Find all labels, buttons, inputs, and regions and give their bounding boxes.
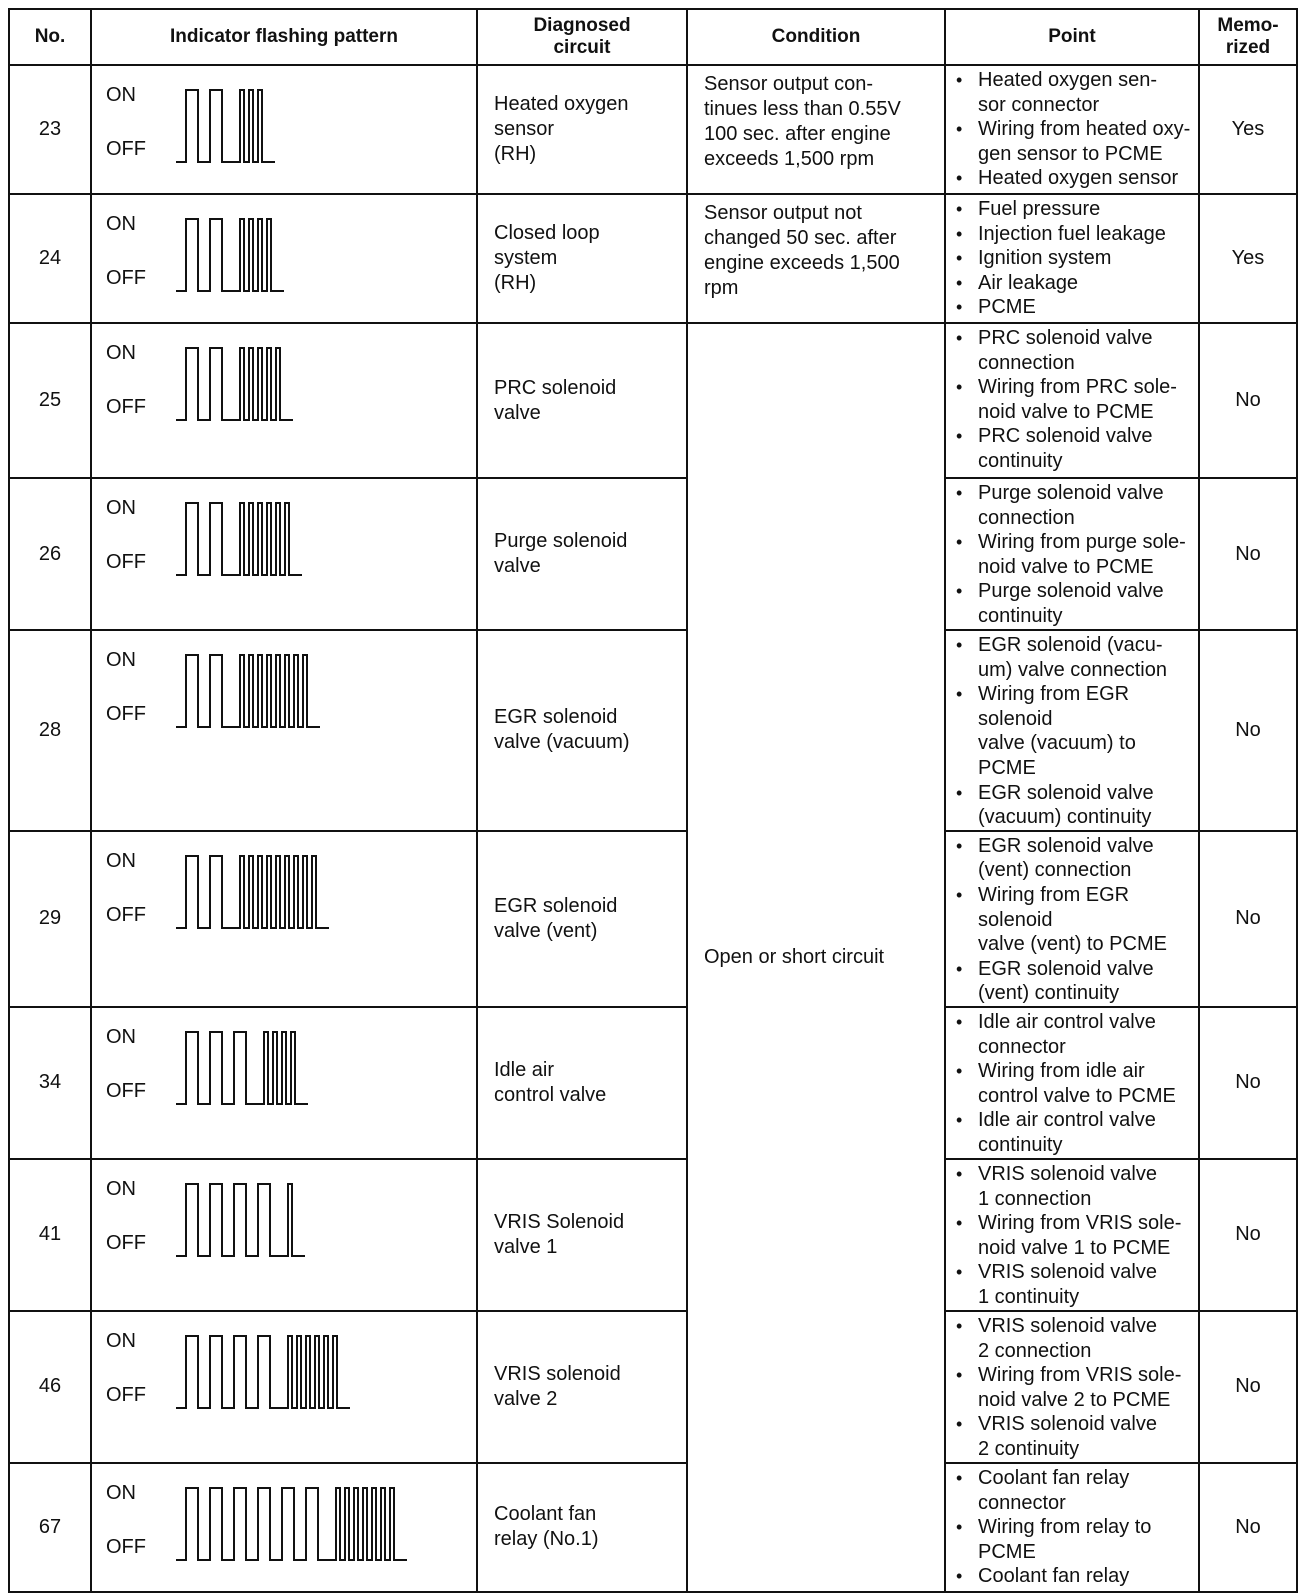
point-line: continuity	[978, 449, 1063, 472]
circuit-line: EGR solenoid	[494, 706, 618, 729]
point-line: EGR solenoid valve	[978, 834, 1154, 857]
code-number: 24	[9, 194, 91, 323]
off-label: OFF	[106, 396, 146, 418]
table-row	[9, 1463, 1297, 1592]
condition-line: Sensor output not	[704, 202, 862, 224]
point-line: VRIS solenoid valve	[978, 1162, 1157, 1185]
flashing-pattern-wave	[92, 1312, 478, 1441]
point-item	[946, 1363, 1194, 1412]
condition-line: rpm	[704, 277, 739, 299]
point-list	[946, 479, 1194, 629]
memorized-value: No	[1199, 1159, 1297, 1311]
circuit-line: valve 2	[494, 1387, 558, 1410]
point-line: Wiring from VRIS sole-	[978, 1364, 1182, 1387]
diagnosed-circuit	[477, 630, 687, 831]
point-line: valve (vacuum) to PCME	[978, 732, 1136, 779]
table-row	[9, 630, 1297, 831]
condition	[687, 65, 945, 194]
flashing-pattern-wave	[92, 66, 478, 195]
code-number: 25	[9, 323, 91, 478]
diagnosed-circuit	[477, 194, 687, 323]
circuit-line: PRC solenoid	[494, 376, 617, 399]
point-item	[946, 1314, 1194, 1363]
point-item	[946, 1260, 1194, 1309]
condition	[687, 194, 945, 323]
memorized-value: No	[1199, 1463, 1297, 1592]
point-item	[946, 1162, 1194, 1211]
circuit-line: relay (No.1)	[494, 1528, 599, 1551]
point-item	[946, 1059, 1194, 1108]
point-line: (vacuum) continuity	[978, 806, 1152, 829]
point-line: connector	[978, 1035, 1066, 1058]
flashing-pattern	[91, 1463, 477, 1592]
pulse-waveform	[176, 856, 329, 928]
circuit-line: Closed loop	[494, 222, 600, 244]
memorized-value: No	[1199, 323, 1297, 478]
pulse-waveform	[176, 219, 284, 291]
off-label: OFF	[106, 551, 146, 573]
circuit-line: valve (vacuum)	[494, 731, 630, 754]
check-points	[945, 65, 1199, 194]
point-line: um) valve connection	[978, 658, 1167, 681]
flashing-pattern-wave	[92, 324, 478, 453]
header-row	[9, 9, 1297, 65]
point-line: connection	[978, 351, 1075, 374]
point-line: 2 continuity	[978, 1437, 1080, 1460]
off-label: OFF	[106, 267, 146, 289]
on-label: ON	[106, 213, 136, 235]
pulse-waveform	[176, 90, 275, 162]
on-label: ON	[106, 1025, 136, 1048]
flashing-pattern	[91, 478, 477, 630]
memorized-value: No	[1199, 1007, 1297, 1159]
flashing-pattern-wave	[92, 631, 478, 760]
on-label: ON	[106, 649, 136, 671]
point-list	[946, 1160, 1194, 1310]
point-item	[946, 781, 1194, 830]
condition-line: Sensor output con-	[704, 73, 873, 95]
point-list	[946, 324, 1194, 474]
circuit-line: system	[494, 247, 558, 269]
off-label: OFF	[106, 138, 146, 160]
code-number: 28	[9, 630, 91, 831]
circuit-line: VRIS Solenoid	[494, 1210, 625, 1233]
circuit-line: (RH)	[494, 143, 537, 165]
point-line: Injection fuel leakage	[978, 222, 1166, 245]
code-number: 67	[9, 1463, 91, 1592]
point-line: Purge solenoid valve	[978, 482, 1164, 504]
check-points	[945, 194, 1199, 323]
pulse-waveform	[176, 1032, 308, 1104]
point-line: VRIS solenoid valve	[978, 1261, 1157, 1284]
flashing-pattern-wave	[92, 1464, 478, 1593]
header-memorized: Memo- rized	[1199, 9, 1297, 65]
point-item	[946, 295, 1194, 320]
point-item	[946, 1412, 1194, 1461]
condition-line: tinues less than 0.55V	[704, 98, 901, 120]
point-item	[946, 883, 1194, 957]
point-item	[946, 834, 1194, 883]
point-list	[946, 1312, 1194, 1462]
circuit-line: EGR solenoid	[494, 894, 618, 917]
point-item	[946, 166, 1194, 191]
header-pattern: Indicator flashing pattern	[91, 9, 477, 65]
pulse-waveform	[176, 348, 293, 420]
memorized-value: Yes	[1199, 194, 1297, 323]
flashing-pattern	[91, 323, 477, 478]
point-item	[946, 197, 1194, 222]
condition-line: engine exceeds 1,500	[704, 252, 900, 274]
point-line: VRIS solenoid valve	[978, 1413, 1157, 1436]
point-line: EGR solenoid valve	[978, 957, 1154, 980]
table-row	[9, 1159, 1297, 1311]
point-line: (vent) continuity	[978, 982, 1120, 1005]
point-line: noid valve 2 to PCME	[978, 1388, 1171, 1411]
diagnosed-circuit	[477, 1463, 687, 1592]
point-line: Coolant fan relay	[978, 1466, 1130, 1489]
point-line: EGR solenoid (vacu-	[978, 634, 1163, 656]
off-label: OFF	[106, 1231, 146, 1254]
off-label: OFF	[106, 1079, 146, 1102]
point-item	[946, 579, 1194, 628]
circuit-line: valve	[494, 401, 541, 424]
table-row	[9, 1007, 1297, 1159]
point-line: Wiring from PRC sole-	[978, 376, 1177, 399]
code-number: 26	[9, 478, 91, 630]
flashing-pattern-wave	[92, 1160, 478, 1289]
memorized-value: No	[1199, 478, 1297, 630]
check-points	[945, 1007, 1199, 1159]
circuit-line: control valve	[494, 1083, 607, 1106]
point-line: continuity	[978, 1133, 1063, 1156]
circuit-line: (RH)	[494, 272, 537, 294]
diagnosis-table	[8, 8, 1298, 1593]
point-line: Air leakage	[978, 271, 1079, 294]
point-line: Idle air control valve	[978, 1010, 1156, 1033]
code-number: 41	[9, 1159, 91, 1311]
memorized-value: No	[1199, 831, 1297, 1007]
header-circuit: Diagnosed circuit	[477, 9, 687, 65]
flashing-pattern	[91, 1159, 477, 1311]
code-number: 46	[9, 1311, 91, 1463]
condition-line: 100 sec. after engine	[704, 123, 891, 145]
pulse-waveform	[176, 1488, 407, 1560]
condition-line: exceeds 1,500 rpm	[704, 148, 875, 170]
table-row	[9, 323, 1297, 478]
diagnosed-circuit	[477, 323, 687, 478]
on-label: ON	[106, 1177, 136, 1200]
point-list	[946, 1008, 1194, 1158]
point-item	[946, 375, 1194, 424]
point-line: 2 connection	[978, 1339, 1092, 1362]
on-label: ON	[106, 342, 136, 364]
point-line: Heated oxygen sen-	[978, 69, 1158, 91]
circuit-line: sensor	[494, 118, 555, 140]
point-item	[946, 117, 1194, 166]
on-label: ON	[106, 1481, 136, 1504]
condition-line: changed 50 sec. after	[704, 227, 897, 249]
point-line: Purge solenoid valve	[978, 580, 1164, 603]
pulse-waveform	[176, 1184, 305, 1256]
point-item	[946, 246, 1194, 271]
diagnosed-circuit	[477, 831, 687, 1007]
on-label: ON	[106, 497, 136, 519]
point-list	[946, 832, 1194, 1006]
point-item	[946, 1466, 1194, 1515]
point-item	[946, 633, 1194, 682]
point-line: 1 connection	[978, 1187, 1092, 1210]
point-line: PRC solenoid valve	[978, 327, 1153, 349]
point-item	[946, 957, 1194, 1006]
point-line: Idle air control valve	[978, 1109, 1156, 1132]
point-line: Ignition system	[978, 247, 1112, 270]
point-item	[946, 271, 1194, 296]
circuit-line: valve 1	[494, 1235, 558, 1258]
point-line: Wiring from EGR solenoid	[978, 883, 1130, 931]
point-item	[946, 424, 1194, 473]
header-point: Point	[945, 9, 1199, 65]
table-row	[9, 65, 1297, 194]
point-line: noid valve to PCME	[978, 400, 1154, 423]
point-item	[946, 1564, 1194, 1589]
point-item	[946, 326, 1194, 375]
diagnosed-circuit	[477, 478, 687, 630]
check-points	[945, 323, 1199, 478]
check-points	[945, 478, 1199, 630]
diagnosed-circuit	[477, 65, 687, 194]
point-line: Heated oxygen sensor	[978, 167, 1179, 190]
point-line: control valve to PCME	[978, 1084, 1176, 1107]
code-number: 34	[9, 1007, 91, 1159]
point-line: PCME	[978, 1540, 1036, 1563]
flashing-pattern	[91, 65, 477, 194]
memorized-value: No	[1199, 1311, 1297, 1463]
point-line: Fuel pressure	[978, 198, 1101, 220]
diagnosed-circuit	[477, 1311, 687, 1463]
memorized-value: No	[1199, 630, 1297, 831]
point-line: noid valve 1 to PCME	[978, 1236, 1171, 1259]
point-line: Wiring from purge sole-	[978, 531, 1186, 554]
point-item	[946, 222, 1194, 247]
flashing-pattern	[91, 1311, 477, 1463]
pulse-waveform	[176, 1336, 350, 1408]
off-label: OFF	[106, 1383, 146, 1406]
circuit-line: Idle air	[494, 1058, 555, 1081]
flashing-pattern	[91, 194, 477, 323]
diagnosed-circuit	[477, 1159, 687, 1311]
point-item	[946, 1515, 1194, 1564]
point-item	[946, 1010, 1194, 1059]
off-label: OFF	[106, 1535, 146, 1558]
point-line: valve (vent) to PCME	[978, 933, 1167, 956]
code-number: 29	[9, 831, 91, 1007]
table-row	[9, 194, 1297, 323]
point-line: sor connector	[978, 93, 1100, 116]
check-points	[945, 1463, 1199, 1592]
point-item	[946, 682, 1194, 780]
point-item	[946, 1211, 1194, 1260]
check-points	[945, 1311, 1199, 1463]
off-label: OFF	[106, 703, 146, 725]
point-item	[946, 530, 1194, 579]
point-item	[946, 1108, 1194, 1157]
table-row	[9, 1311, 1297, 1463]
point-line: 1 continuity	[978, 1285, 1080, 1308]
point-list	[946, 631, 1194, 830]
point-item	[946, 68, 1194, 117]
point-list	[946, 195, 1194, 320]
off-label: OFF	[106, 903, 146, 926]
on-label: ON	[106, 849, 136, 872]
point-line: PRC solenoid valve	[978, 425, 1153, 448]
point-line: Wiring from heated oxy-	[978, 118, 1191, 141]
point-line: EGR solenoid valve	[978, 781, 1154, 804]
pulse-waveform	[176, 655, 320, 727]
flashing-pattern	[91, 1007, 477, 1159]
memorized-value: Yes	[1199, 65, 1297, 194]
check-points	[945, 1159, 1199, 1311]
shared-condition: Open or short circuit	[687, 323, 945, 1592]
flashing-pattern-wave	[92, 479, 478, 608]
point-line: Coolant fan relay	[978, 1565, 1130, 1588]
flashing-pattern-wave	[92, 832, 478, 961]
pulse-waveform	[176, 503, 302, 575]
point-line: Wiring from idle air	[978, 1060, 1145, 1083]
point-line: connection	[978, 506, 1075, 529]
flashing-pattern-wave	[92, 195, 478, 324]
point-line: continuity	[978, 604, 1063, 627]
circuit-line: VRIS solenoid	[494, 1362, 621, 1385]
point-line: noid valve to PCME	[978, 555, 1154, 578]
point-line: connector	[978, 1491, 1066, 1514]
flashing-pattern	[91, 831, 477, 1007]
flashing-pattern-wave	[92, 1008, 478, 1137]
point-list	[946, 1464, 1194, 1589]
code-number: 23	[9, 65, 91, 194]
diagnosed-circuit	[477, 1007, 687, 1159]
header-no: No.	[9, 9, 91, 65]
circuit-line: valve	[494, 555, 541, 577]
point-line: PCME	[978, 296, 1036, 319]
check-points	[945, 831, 1199, 1007]
circuit-line: Coolant fan	[494, 1503, 597, 1526]
point-line: Wiring from EGR solenoid	[978, 683, 1130, 730]
flashing-pattern	[91, 630, 477, 831]
header-condition: Condition	[687, 9, 945, 65]
point-item	[946, 481, 1194, 530]
table-row	[9, 478, 1297, 630]
circuit-line: Purge solenoid	[494, 530, 628, 552]
table-row	[9, 831, 1297, 1007]
point-line: Wiring from relay to	[978, 1516, 1152, 1539]
circuit-line: Heated oxygen	[494, 93, 629, 115]
circuit-line: valve (vent)	[494, 919, 598, 942]
check-points	[945, 630, 1199, 831]
point-line: Wiring from VRIS sole-	[978, 1212, 1182, 1235]
point-list	[946, 66, 1194, 191]
on-label: ON	[106, 84, 136, 106]
point-line: gen sensor to PCME	[978, 142, 1163, 165]
point-line: (vent) connection	[978, 859, 1132, 882]
on-label: ON	[106, 1329, 136, 1352]
point-line: VRIS solenoid valve	[978, 1314, 1157, 1337]
